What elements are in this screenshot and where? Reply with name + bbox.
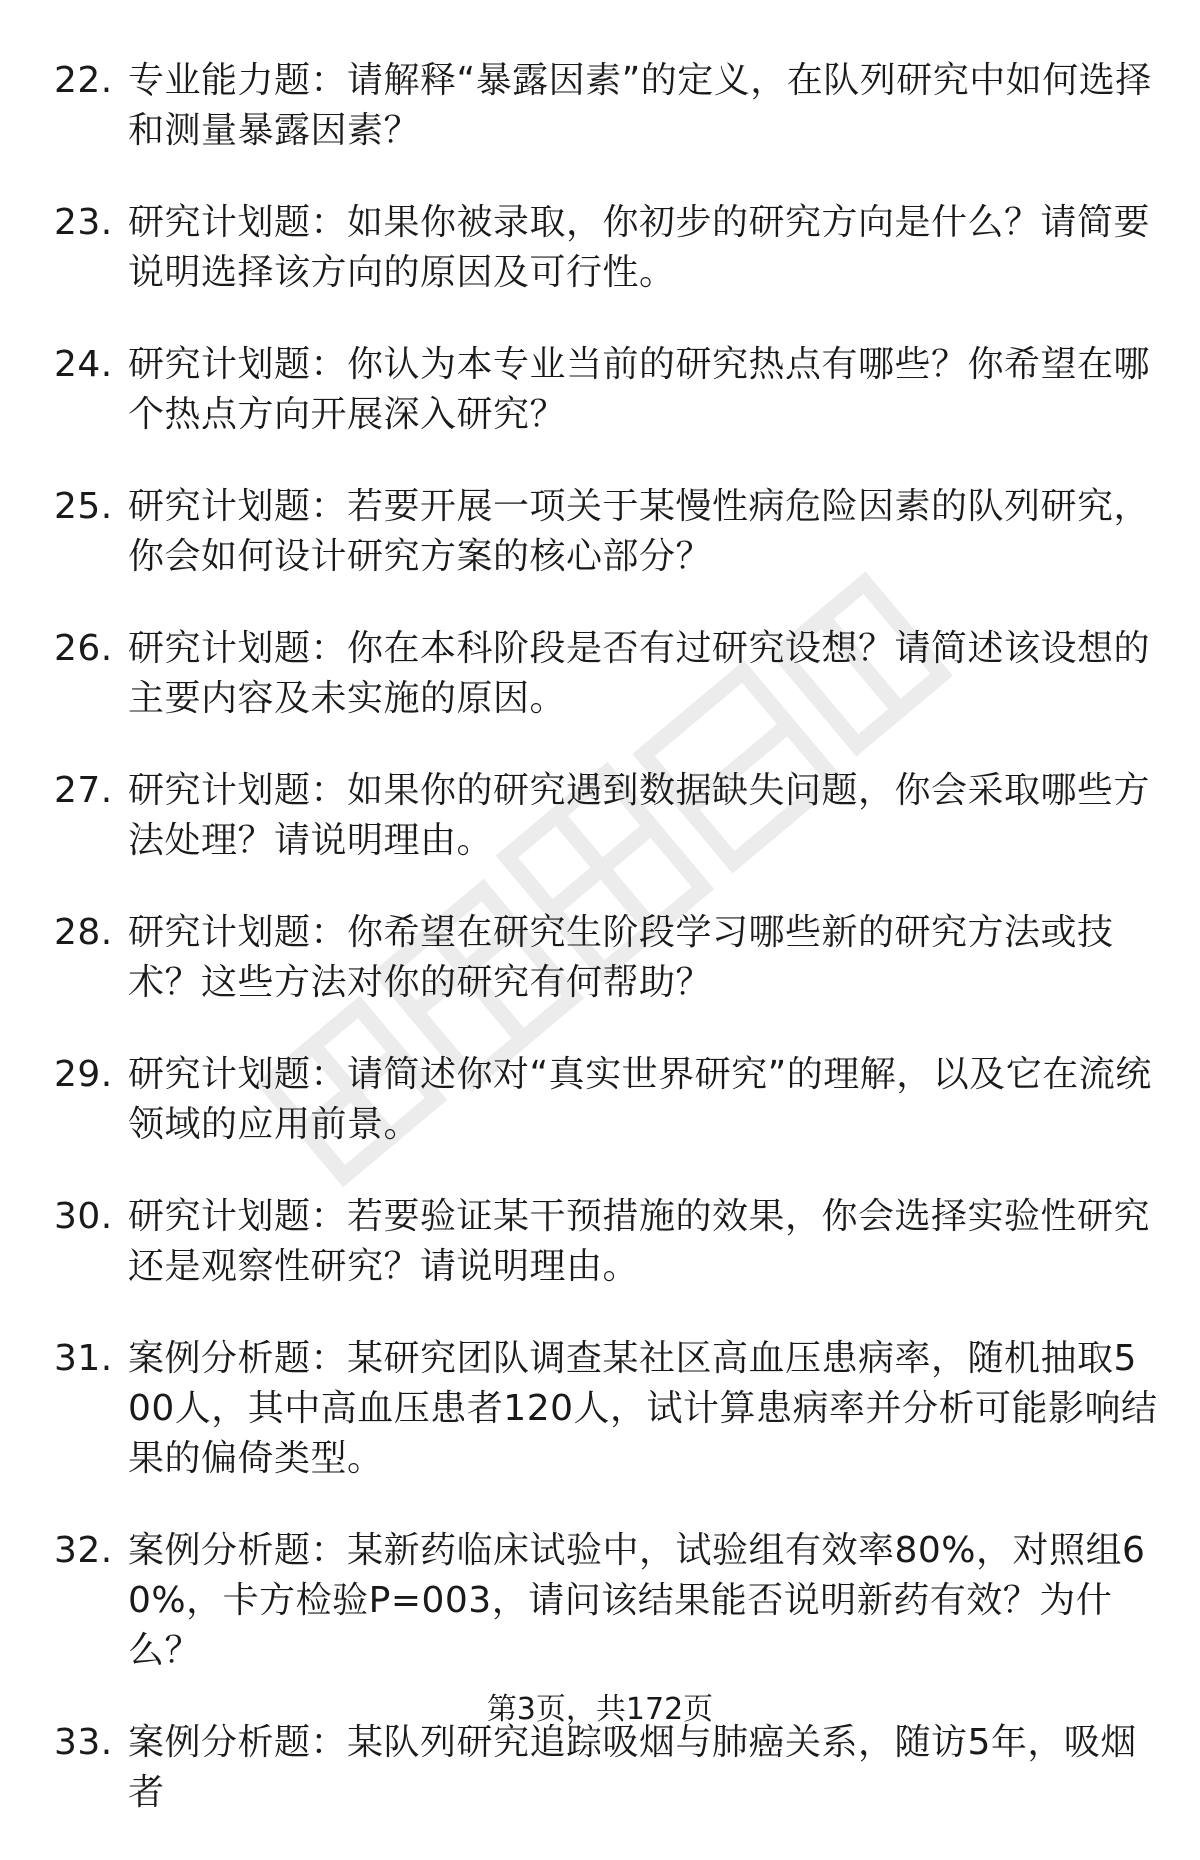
question-item — [0, 766, 1200, 866]
question-text: 专业能力题：请解释“暴露因素”的定义，在队列研究中如何选择和测量暴露因素？ — [128, 60, 1152, 151]
question-text: 研究计划题：请简述你对“真实世界研究”的理解，以及它在流统领域的应用前景。 — [128, 1054, 1152, 1145]
question-text: 研究计划题：若要开展一项关于某慢性病危险因素的队列研究，你会如何设计研究方案的核心部分？ — [128, 486, 1151, 577]
question-number: 22. — [54, 60, 113, 101]
question-number: 27. — [54, 770, 113, 811]
question-item — [0, 1526, 1200, 1676]
question-text: 案例分析题：某新药临床试验中，试验组有效率80%，对照组60%，卡方检验P=003，请问该结果能否说明新药有效？为什么？ — [128, 1530, 1146, 1671]
question-text: 研究计划题：若要验证某干预措施的效果，你会选择实验性研究还是观察性研究？请说明理由。 — [128, 1196, 1151, 1287]
question-item — [0, 198, 1200, 298]
question-number: 23. — [54, 202, 113, 243]
question-item — [0, 1050, 1200, 1150]
question-number: 30. — [54, 1196, 113, 1237]
question-text: 案例分析题：某研究团队调查某社区高血压患病率，随机抽取500人，其中高血压患者120人，试计算患病率并分析可能影响结果的偏倚类型。 — [128, 1338, 1158, 1479]
question-item — [0, 1334, 1200, 1484]
question-item — [0, 340, 1200, 440]
question-list — [0, 56, 1200, 1860]
question-number: 24. — [54, 344, 113, 385]
question-number: 33. — [54, 1722, 113, 1763]
question-item — [0, 56, 1200, 156]
question-number: 32. — [54, 1530, 113, 1571]
question-text: 研究计划题：你希望在研究生阶段学习哪些新的研究方法或技术？这些方法对你的研究有何帮助？ — [128, 912, 1114, 1003]
question-item — [0, 624, 1200, 724]
question-text: 研究计划题：你在本科阶段是否有过研究设想？请简述该设想的主要内容及未实施的原因。 — [128, 628, 1151, 719]
page-footer: 第3页，共172页 — [486, 1692, 714, 1727]
question-number: 29. — [54, 1054, 113, 1095]
question-item — [0, 482, 1200, 582]
question-text: 研究计划题：如果你的研究遇到数据缺失问题，你会采取哪些方法处理？请说明理由。 — [128, 770, 1151, 861]
question-number: 31. — [54, 1338, 113, 1379]
question-number: 28. — [54, 912, 113, 953]
question-number: 26. — [54, 628, 113, 669]
question-item — [0, 1192, 1200, 1292]
question-item — [0, 908, 1200, 1008]
question-text: 案例分析题：某队列研究追踪吸烟与肺癌关系，随访5年，吸烟者 — [128, 1722, 1137, 1813]
question-item — [0, 1718, 1200, 1818]
question-number: 25. — [54, 486, 113, 527]
question-text: 研究计划题：如果你被录取，你初步的研究方向是什么？请简要说明选择该方向的原因及可行性。 — [128, 202, 1151, 293]
question-text: 研究计划题：你认为本专业当前的研究热点有哪些？你希望在哪个热点方向开展深入研究？ — [128, 344, 1151, 435]
